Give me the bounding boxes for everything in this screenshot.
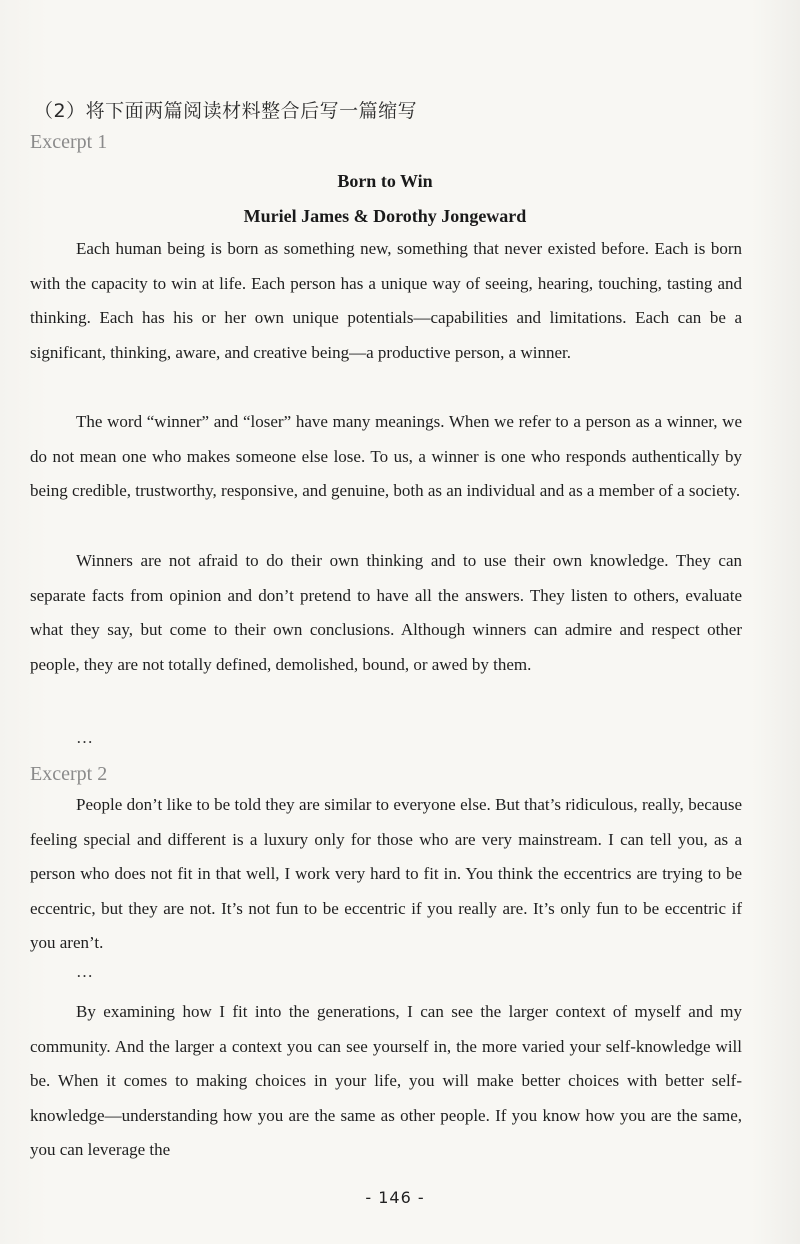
excerpt-1-paragraph-2: The word “winner” and “loser” have many meanings. When we refer to a person as a winner, we do not mean one who makes someone else lose. To us, a winner is one who responds authentically by being credible, trustworthy, responsive, and genuine, both as an individual and as a member of a society.	[30, 412, 742, 501]
excerpt-2-label: Excerpt 2	[30, 763, 108, 785]
task-heading: （2）将下面两篇阅读材料整合后写一篇缩写	[34, 100, 418, 122]
excerpt-2-paragraph-1: People don’t like to be told they are similar to everyone else. But that’s ridiculous, really, because feeling special and different is a luxury only for those who are very mainstream. I can tell you, as a person who does not fit in that well, I work very hard to fit in. You think the eccentrics are trying to be eccentric, but they are not. It’s not fun to be eccentric if you really are. It’s only fun to be eccentric if you aren’t.	[30, 795, 742, 953]
excerpt-1-label: Excerpt 1	[30, 131, 108, 153]
excerpt-1-authors: Muriel James & Dorothy Jongeward	[243, 206, 527, 226]
excerpt-2-ellipsis: …	[76, 962, 95, 981]
excerpt-2-paragraph-2: By examining how I fit into the generations, I can see the larger context of myself and my community. And the larger a context you can see yourself in, the more varied your self-knowledge will be. When it comes to making choices in your life, you will make better choices with better self-knowledge—understanding how you are the same as other people. If you know how you are the same, you can leverage the	[30, 1002, 742, 1160]
excerpt-1-ellipsis: …	[76, 728, 95, 747]
excerpt-1-title: Born to Win	[337, 171, 433, 191]
excerpt-1-paragraph-3: Winners are not afraid to do their own thinking and to use their own knowledge. They can separate facts from opinion and don’t pretend to have all the answers. They listen to others, evaluate what they say, but come to their own conclusions. Although winners can admire and respect other people, they are not totally defined, demolished, bound, or awed by them.	[30, 551, 742, 674]
page-number: - 146 -	[365, 1188, 425, 1207]
excerpt-1-paragraph-1: Each human being is born as something new, something that never existed before. Each is born with the capacity to win at life. Each person has a unique way of seeing, hearing, touching, tasting and thinking. Each has his or her own unique potentials—capabilities and limitations. Each can be a significant, thinking, aware, and creative being—a productive person, a winner.	[30, 239, 742, 362]
